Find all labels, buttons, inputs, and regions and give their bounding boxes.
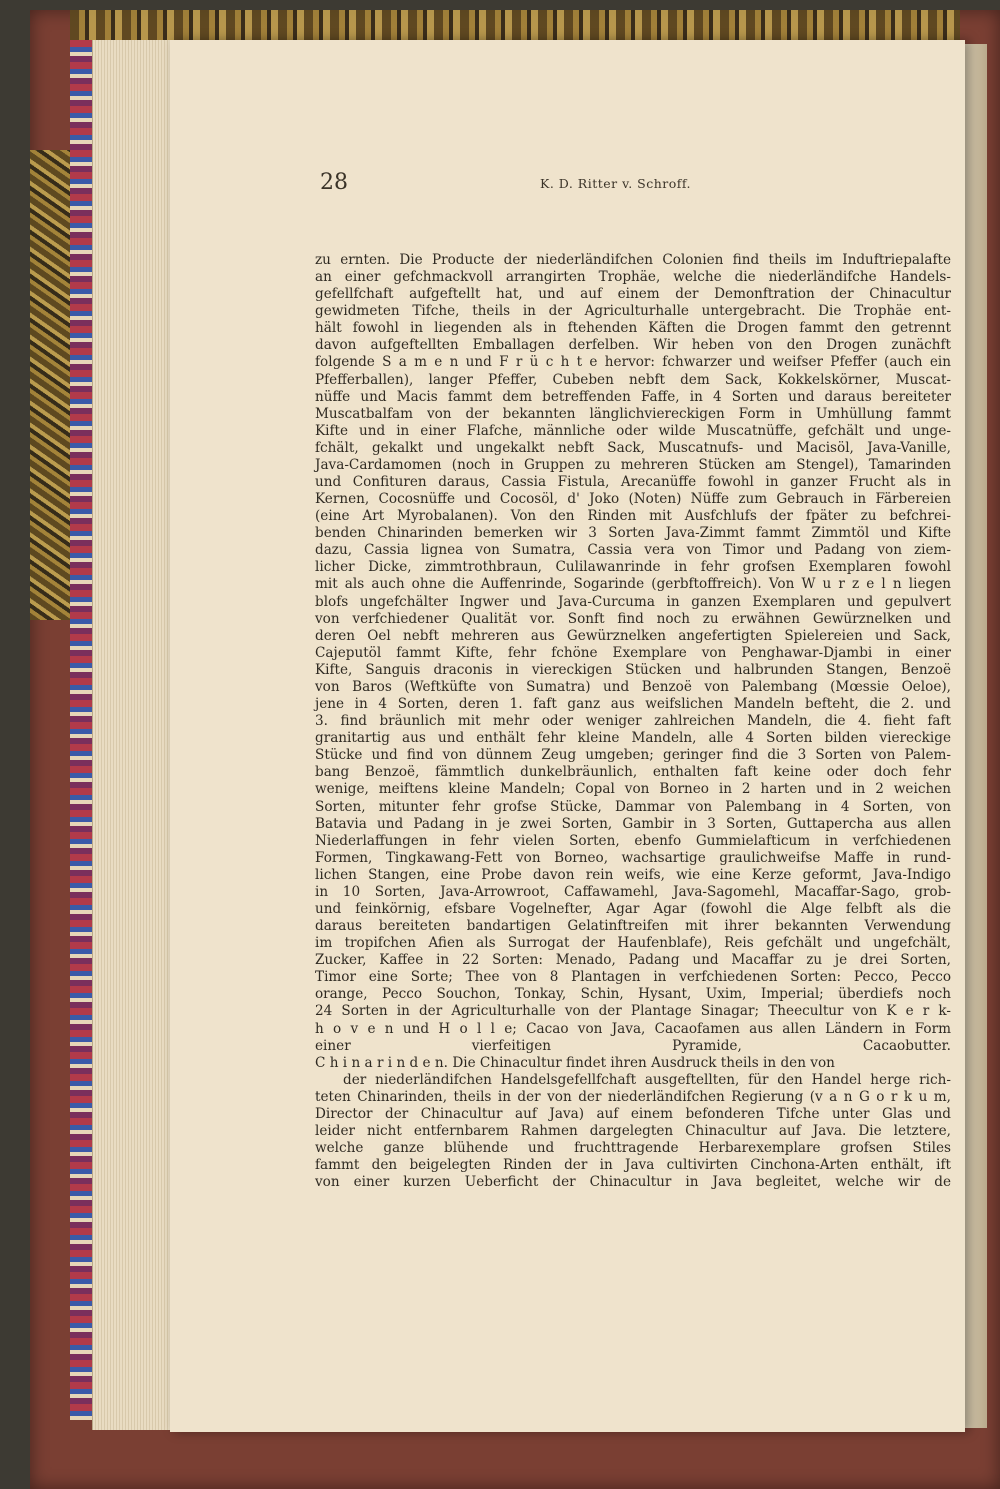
- text-line: von verfchiedener Qualität vor. Sonft find noch zu erwähnen Gewürznelken und: [315, 610, 951, 627]
- text-line: Pfefferballen), langer Pfeffer, Cubeben nebft dem Sack, Kokkelskörner, Muscat-: [315, 371, 951, 388]
- text-line: Zucker, Kaffee in 22 Sorten: Menado, Padang und Macaffar zu je drei Sorten,: [315, 952, 951, 969]
- text-line: C h i n a r i n d e n. Die Chinacultur findet ihren Ausdruck theils in den von: [315, 1054, 835, 1071]
- text-line: granitartig aus und enthält fehr kleine Mandeln, alle 4 Sorten bilden viereckige: [315, 730, 951, 747]
- text-line: Kifte, Sanguis draconis in viereckigen Stücken und halbrunden Stangen, Benzoë: [315, 661, 951, 678]
- text-line: dazu, Cassia lignea von Sumatra, Cassia vera von Timor und Padang von ziem-: [315, 542, 951, 559]
- text-line: davon aufgeftellten Emballagen derfelben. Wir heben von den Drogen zunächft: [315, 337, 951, 354]
- text-line: an einer gefchmackvoll arrangirten Trophäe, welche die niederländifche Handels-: [315, 269, 951, 286]
- text-line: h o v e n und H o l l e; Cacao von Java, Cacaofamen aus allen Ländern in Form: [315, 1020, 951, 1037]
- text-line: orange, Pecco Souchon, Tonkay, Schin, Hysant, Uxim, Imperial; überdiefs noch: [315, 986, 951, 1003]
- text-line: Niederlaffungen in fehr vielen Sorten, ebenfo Gummielafticum in verfchiedenen: [315, 832, 951, 849]
- text-line: und Confituren daraus, Cassia Fistula, Arecanüffe fowohl in ganzer Frucht als in: [315, 474, 951, 491]
- text-line: nüffe und Macis fammt dem betreffenden Faffe, in 4 Sorten und daraus bereiteter: [315, 388, 951, 405]
- text-line: hält fowohl in liegenden als in ftehenden Käften die Drogen fammt den getrennt: [315, 320, 951, 337]
- text-line: gefellfchaft aufgeftellt hat, und auf einem der Demonftration der Chinacultur: [315, 286, 951, 303]
- marbled-edge-top: [70, 10, 960, 40]
- text-line: Timor eine Sorte; Thee von 8 Plantagen in verfchiedenen Sorten: Pecco, Pecco: [315, 969, 951, 986]
- text-line: einer vierfeitigen Pyramide, Cacaobutter.: [315, 1037, 951, 1054]
- text-line: Stücke und find von dünnem Zeug umgeben; geringer find die 3 Sorten von Palem-: [315, 747, 951, 764]
- text-line: fammt den beigelegten Rinden der in Java cultivirten Cinchona-Arten enthält, ift: [315, 1157, 951, 1174]
- text-line: Muscatbalfam von der bekannten länglichviereckigen Form in Umhüllung fammt: [315, 405, 951, 422]
- text-line: Formen, Tingkawang-Fett von Borneo, wachsartige graulichweifse Maffe in rund-: [315, 849, 951, 866]
- text-line: deren Oel nebft mehreren aus Gewürznelken angefertigten Spielereien und Sack,: [315, 627, 951, 644]
- text-line: mit als auch ohne die Auffenrinde, Sogarinde (gerbftoffreich). Von W u r z e l n liegen: [315, 576, 951, 593]
- text-line: daraus bereiteten bandartigen Gelatinftreifen mit ihrer bekannten Verwendung: [315, 918, 951, 935]
- book-page: [170, 40, 965, 1432]
- text-line: und feinkörnig, efsbare Vogelnefter, Agar Agar (fowohl die Alge felbft als die: [315, 900, 951, 917]
- page-block-edge: [92, 40, 171, 1430]
- text-line: lichen Stangen, eine Probe davon rein weifs, wie eine Kerze geformt, Java-Indigo: [315, 866, 951, 883]
- text-line: von einer kurzen Ueberficht der Chinacultur in Java begleitet, welche wir de: [315, 1174, 951, 1191]
- text-line: der niederländifchen Handelsgefellfchaft ausgeftellten, für den Handel herge rich-: [343, 1071, 951, 1088]
- text-line: leider nicht entfernbarem Rahmen dargelegten Chinacultur auf Java. Die letztere,: [315, 1122, 951, 1139]
- text-line: bang Benzoë, fämmtlich dunkelbräunlich, enthalten faft keine oder doch fehr: [315, 764, 951, 781]
- text-line: Kifte und in einer Flafche, männliche oder wilde Muscatnüffe, gefchält und unge-: [315, 422, 951, 439]
- text-line: licher Dicke, zimmtrothbraun, Culilawanrinde in fehr grofsen Exemplaren fowohl: [315, 559, 951, 576]
- body-text: [315, 252, 951, 1262]
- text-line: teten Chinarinden, theils in der von der niederländifchen Regierung (v a n G o r k u m,: [315, 1088, 951, 1105]
- text-line: welche ganze blühende und fruchttragende Herbarexemplare grofsen Stiles: [315, 1140, 951, 1157]
- text-line: blofs ungefchälter Ingwer und Java-Curcuma in ganzen Exemplaren und gepulvert: [315, 593, 951, 610]
- text-line: (eine Art Myrobalanen). Von den Rinden mit Ausfchlufs der fpäter zu befchrei-: [315, 508, 951, 525]
- text-line: von Baros (Weftküfte von Sumatra) und Benzoë von Palembang (Mœssie Oeloe),: [315, 678, 951, 695]
- text-line: folgende S a m e n und F r ü c h t e hervor: fchwarzer und weifser Pfeffer (auch ein: [315, 354, 951, 371]
- text-line: 3. find bräunlich mit mehr oder weniger zahlreichen Mandeln, die 4. fieht faft: [315, 713, 951, 730]
- text-line: Cajeputöl fammt Kifte, fehr fchöne Exemplare von Penghawar-Djambi in einer: [315, 644, 951, 661]
- text-line: zu ernten. Die Producte der niederländifchen Colonien find theils im Induftriepalafte: [315, 252, 951, 268]
- marbled-page-edge: [70, 40, 92, 1420]
- page-number: 28: [320, 170, 348, 195]
- text-line: Sorten, mitunter fehr grofse Stücke, Dammar von Palembang in 4 Sorten, von: [315, 798, 951, 815]
- marbled-edge-left: [30, 150, 70, 620]
- text-line: Batavia und Padang in je zwei Sorten, Gambir in 3 Sorten, Guttapercha aus allen: [315, 815, 951, 832]
- text-line: im tropifchen Afien als Surrogat der Haufenblafe), Reis gefchält und ungefchält,: [315, 935, 951, 952]
- text-line: gewidmeten Tifche, theils in der Agriculturhalle untergebracht. Die Trophäe ent-: [315, 303, 951, 320]
- text-line: Director der Chinacultur auf Java) auf einem befonderen Tifche unter Glas und: [315, 1105, 951, 1122]
- text-line: 24 Sorten in der Agriculturhalle von der Plantage Sinagar; Theecultur von K e r k-: [315, 1003, 951, 1020]
- text-line: in 10 Sorten, Java-Arrowroot, Caffawamehl, Java-Sagomehl, Macaffar-Sago, grob-: [315, 883, 951, 900]
- text-line: Kernen, Cocosnüffe und Cocosöl, d' Joko (Noten) Nüffe zum Gebrauch in Färbereien: [315, 491, 951, 508]
- text-line: benden Chinarinden bemerken wir 3 Sorten Java-Zimmt fammt Zimmtöl und Kifte: [315, 525, 951, 542]
- text-line: fchält, gekalkt und ungekalkt nebft Sack, Muscatnufs- und Macisöl, Java-Vanille,: [315, 439, 951, 456]
- page-header: [320, 170, 890, 200]
- text-line: jene in 4 Sorten, deren 1. faft ganz aus weifslichen Mandeln befteht, die 2. und: [315, 696, 951, 713]
- text-line: Java-Cardamomen (noch in Gruppen zu mehreren Stücken am Stengel), Tamarinden: [315, 456, 951, 473]
- page-right-edge: [965, 44, 987, 1428]
- running-title: K. D. Ritter v. Schroff.: [540, 176, 692, 191]
- text-line: wenige, meiftens kleine Mandeln; Copal von Borneo in 2 harten und in 2 weichen: [315, 781, 951, 798]
